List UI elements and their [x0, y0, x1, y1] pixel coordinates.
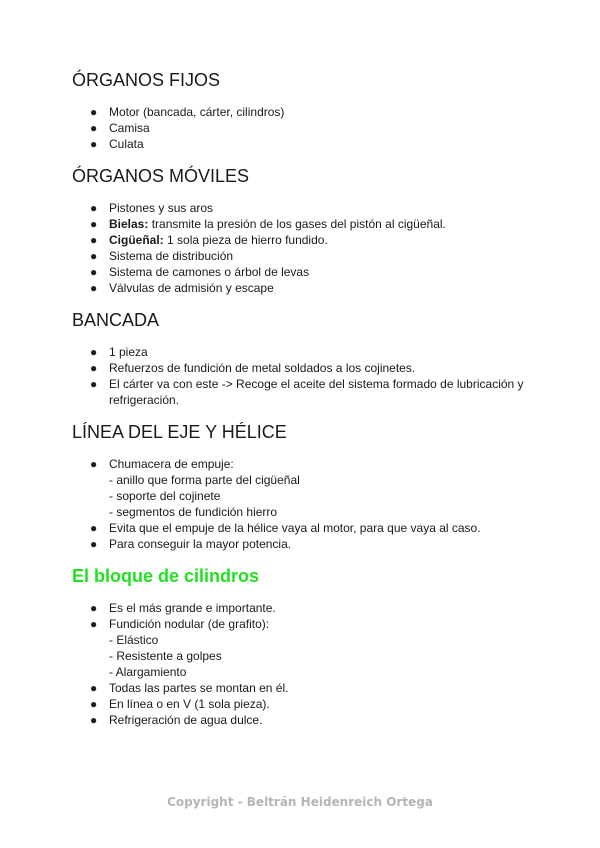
list-item: ● Cigüeñal: 1 sola pieza de hierro fundido.: [90, 233, 328, 247]
list-item: ● Válvulas de admisión y escape: [90, 281, 274, 295]
sub-item: - Alargamiento: [109, 665, 187, 679]
sub-item: - Resistente a golpes: [109, 649, 222, 663]
list-item: ● Chumacera de empuje: - anillo que forma parte del cigüeñal - soporte del cojinete - segmentos de fundición hierro: [72, 456, 542, 520]
list-item: ● Para conseguir la mayor potencia.: [90, 537, 292, 551]
list-item-continuation: refrigeración.: [109, 393, 180, 407]
bullet-icon: ●: [90, 521, 98, 535]
list-item: ● Bielas: transmite la presión de los gases del pistón al cigüeñal.: [90, 217, 446, 231]
bullet-icon: ●: [90, 537, 98, 551]
list-organos-moviles: [72, 200, 542, 296]
list-organos-fijos: [72, 104, 542, 152]
bullet-icon: ●: [90, 201, 98, 215]
heading-linea-eje-helice: LÍNEA DEL EJE Y HÉLICE: [72, 422, 287, 442]
list-linea-eje-helice: [72, 456, 542, 552]
list-item: ● Es el más grande e importante.: [90, 601, 276, 615]
heading-organos-moviles: ÓRGANOS MÓVILES: [72, 166, 250, 186]
list-item: ● Sistema de camones o árbol de levas: [90, 265, 310, 279]
document-body: [72, 70, 542, 728]
list-bancada: [72, 344, 542, 408]
list-item: ● El cárter va con este -> Recoge el aceite del sistema formado de lubricación y refrigeración.: [72, 376, 542, 408]
list-item: ● Culata: [90, 137, 144, 151]
bullet-icon: ●: [90, 265, 98, 279]
sub-item: - soporte del cojinete: [109, 489, 221, 503]
list-item: ● Sistema de distribución: [90, 249, 234, 263]
bullet-icon: ●: [90, 601, 98, 615]
list-item: ● Todas las partes se montan en él.: [90, 681, 289, 695]
bullet-icon: ●: [90, 345, 98, 359]
list-item: ● 1 pieza: [90, 345, 148, 359]
bullet-icon: ●: [90, 617, 98, 631]
list-item: ● Evita que el empuje de la hélice vaya al motor, para que vaya al caso.: [90, 521, 481, 535]
bullet-icon: ●: [90, 713, 98, 727]
bullet-icon: ●: [90, 121, 98, 135]
list-item: ● Camisa: [90, 121, 150, 135]
heading-organos-fijos: ÓRGANOS FIJOS: [72, 70, 221, 90]
list-item: ● Refuerzos de fundición de metal soldados a los cojinetes.: [90, 361, 416, 375]
list-item: ● Pistones y sus aros: [90, 201, 214, 215]
list-item: ● Motor (bancada, cárter, cilindros): [90, 105, 285, 119]
list-bloque-cilindros: [72, 600, 542, 728]
bullet-icon: ●: [90, 217, 98, 231]
bullet-icon: ●: [90, 137, 98, 151]
bullet-icon: ●: [90, 361, 98, 375]
heading-bloque-cilindros: El bloque de cilindros: [72, 566, 260, 586]
bullet-icon: ●: [90, 457, 98, 471]
bullet-icon: ●: [90, 377, 98, 391]
sub-item: - anillo que forma parte del cigüeñal: [109, 473, 300, 487]
list-item: ● Fundición nodular (de grafito): - Elástico - Resistente a golpes - Alargamiento: [72, 616, 542, 680]
sub-item: - Elástico: [109, 633, 159, 647]
bullet-icon: ●: [90, 697, 98, 711]
bullet-icon: ●: [90, 249, 98, 263]
bullet-icon: ●: [90, 233, 98, 247]
list-item: ● Refrigeración de agua dulce.: [90, 713, 263, 727]
copyright-watermark: Copyright - Beltrán Heidenreich Ortega: [167, 795, 433, 809]
heading-bancada: BANCADA: [72, 310, 160, 330]
bullet-icon: ●: [90, 681, 98, 695]
bullet-icon: ●: [90, 281, 98, 295]
list-item: ● En línea o en V (1 sola pieza).: [90, 697, 270, 711]
sub-item: - segmentos de fundición hierro: [109, 505, 278, 519]
bullet-icon: ●: [90, 105, 98, 119]
